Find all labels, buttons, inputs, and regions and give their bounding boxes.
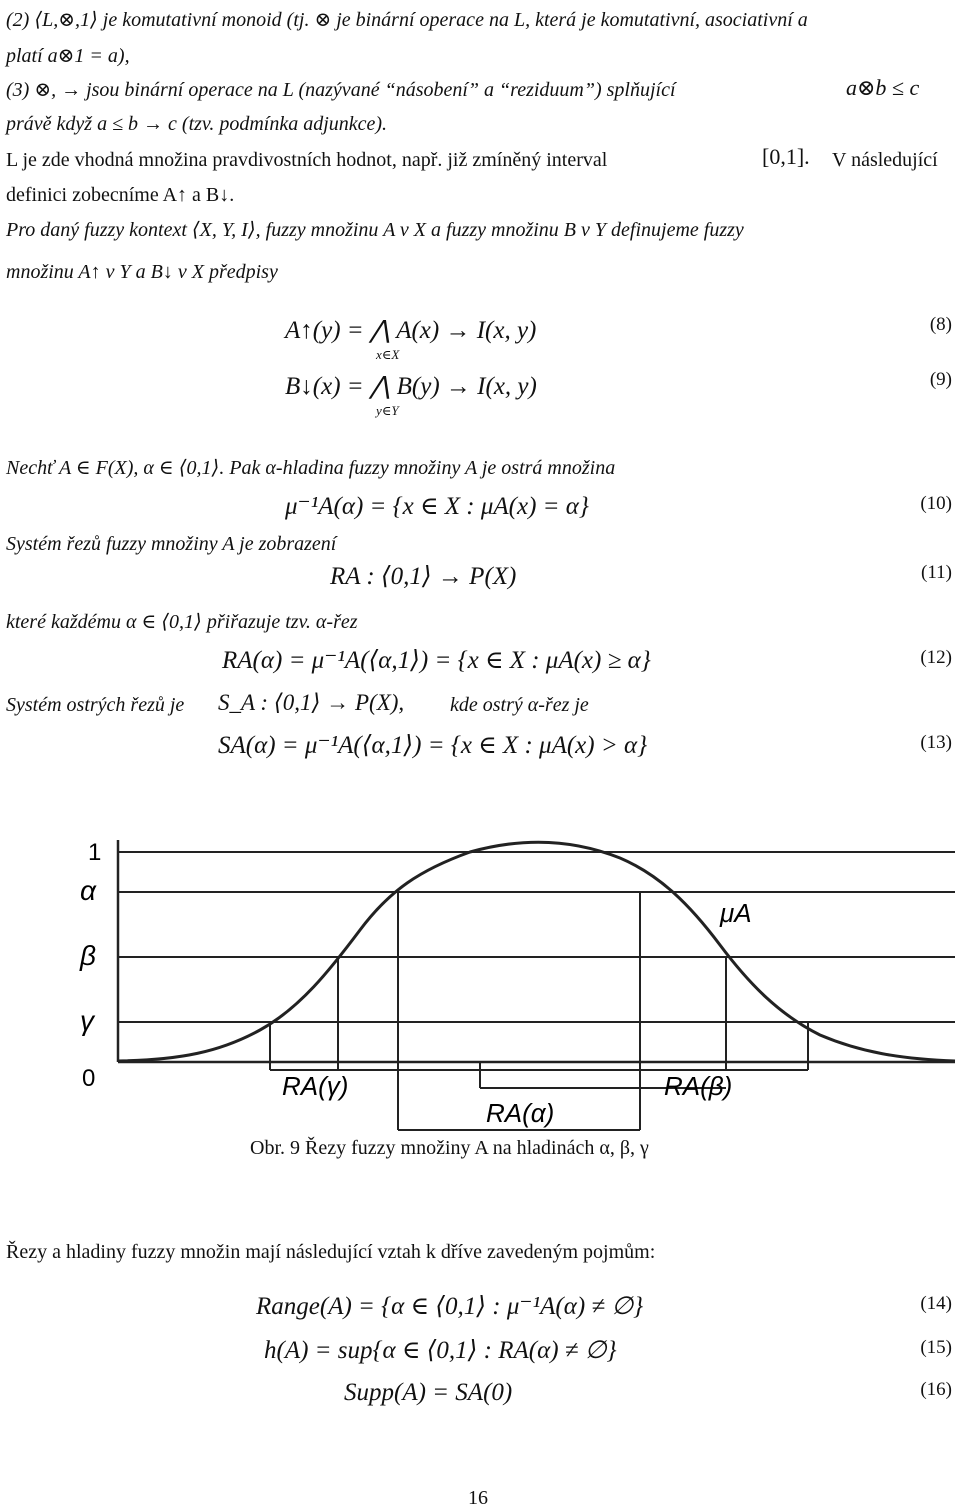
equation-number-16: (16) [920, 1379, 952, 1400]
equation-16: Supp(A) = SA(0) [344, 1379, 513, 1406]
fuzzy-cuts-figure [0, 830, 960, 1160]
equation-number-12: (12) [920, 647, 952, 668]
equation-11: RA : ⟨0,1⟩ → P(X) [330, 563, 517, 590]
cut-label-alpha: RA(α) [486, 1098, 555, 1128]
strict-cut-tail: kde ostrý α-řez je [450, 694, 589, 716]
relations-intro: Řezy a hladiny fuzzy množin mají následující vztah k dříve zavedeným pojmům: [6, 1241, 656, 1263]
y-label-gamma: γ [80, 1005, 94, 1036]
equation-8: A↑(y) = ⋀ A(x) → I(x, y) [285, 317, 537, 344]
y-label-1: 1 [88, 839, 102, 866]
y-label-0: 0 [82, 1065, 96, 1092]
equation-9: B↓(x) = ⋀ B(y) → I(x, y) [285, 373, 537, 400]
equation-9-subscript: y∈Y [376, 403, 399, 418]
truth-values-line: L je zde vhodná množina pravdivostních hodnot, např. již zmíněný interval [6, 149, 608, 171]
equation-15: h(A) = sup{α ∈ ⟨0,1⟩ : RA(α) ≠ ∅} [264, 1337, 617, 1364]
alpha-level-line: Nechť A ∈ F(X), α ∈ ⟨0,1⟩. Pak α-hladina fuzzy množiny A je ostrá množina [6, 457, 616, 479]
equation-14: Range(A) = {α ∈ ⟨0,1⟩ : μ⁻¹A(α) ≠ ∅} [256, 1293, 644, 1320]
alpha-cut-line: které každému α ∈ ⟨0,1⟩ přiřazuje tzv. α-řez [6, 611, 358, 633]
figure-caption: Obr. 9 Řezy fuzzy množiny A na hladinách α, β, γ [250, 1137, 649, 1159]
y-label-beta: β [80, 940, 96, 971]
equation-number-13: (13) [920, 732, 952, 753]
y-label-alpha: α [80, 875, 96, 906]
strict-cut-mapping: S_A : ⟨0,1⟩ → P(X), [218, 690, 405, 715]
adjunction-inequality: a⊗b ≤ c [846, 75, 920, 100]
curve-label-muA: μA [720, 898, 752, 928]
equation-number-9: (9) [929, 369, 952, 390]
condition-2-line2: platí a⊗1 = a), [6, 45, 130, 67]
interval-0-1: [0,1]. [762, 144, 810, 169]
cut-system-line: Systém řezů fuzzy množiny A je zobrazení [6, 533, 337, 555]
equation-number-14: (14) [920, 1293, 952, 1314]
equation-10: μ⁻¹A(α) = {x ∈ X : μA(x) = α} [285, 493, 589, 520]
equation-number-15: (15) [920, 1337, 952, 1358]
condition-3-line2: právě když a ≤ b → c (tzv. podmínka adjunkce). [6, 113, 388, 135]
membership-curve [118, 842, 955, 1061]
condition-3-line1: (3) ⊗, → jsou binární operace na L (nazývané “násobení” a “reziduum”) splňující [6, 79, 676, 101]
equation-number-8: (8) [929, 314, 952, 335]
equation-12: RA(α) = μ⁻¹A(⟨α,1⟩) = {x ∈ X : μA(x) ≥ α} [222, 647, 651, 674]
equation-number-10: (10) [920, 493, 952, 514]
generalize-line: definici zobecníme A↑ a B↓. [6, 184, 235, 206]
equation-8-subscript: x∈X [376, 347, 400, 362]
cut-label-beta: RA(β) [664, 1071, 733, 1101]
equation-number-11: (11) [921, 562, 952, 583]
fuzzy-context-line1: Pro daný fuzzy kontext ⟨X, Y, I⟩, fuzzy množinu A v X a fuzzy množinu B v Y definujeme fuzzy [6, 219, 744, 241]
condition-2-line1: (2) ⟨L,⊗,1⟩ je komutativní monoid (tj. ⊗ je binární operace na L, která je komutativní, asociativní a [6, 9, 808, 31]
equation-13: SA(α) = μ⁻¹A(⟨α,1⟩) = {x ∈ X : μA(x) > α} [218, 732, 648, 759]
following-word: V následující [832, 149, 938, 171]
strict-cut-line: Systém ostrých řezů je [6, 694, 185, 716]
page-number: 16 [468, 1487, 488, 1509]
fuzzy-context-line2: množinu A↑ v Y a B↓ v X předpisy [6, 261, 278, 283]
cut-label-gamma: RA(γ) [282, 1071, 349, 1101]
